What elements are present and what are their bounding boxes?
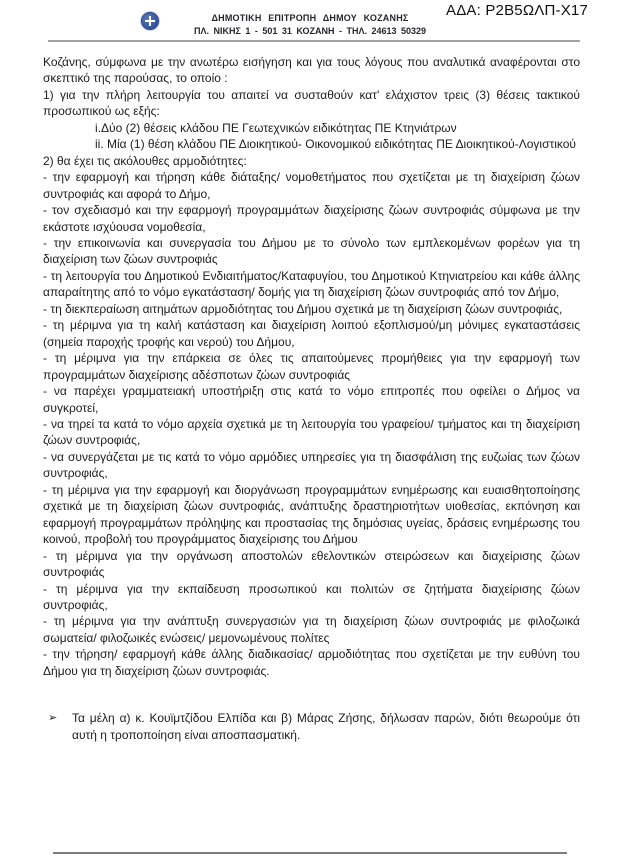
header-divider xyxy=(48,40,580,42)
duty-item: - την επικοινωνία και συνεργασία του Δήμου με το σύνολο των εμπλεκομένων φορέων για τη διαχείριση των ζώων συντροφιάς xyxy=(43,235,580,267)
sub-item-i: i.Δύο (2) θέσεις κλάδου ΠΕ Γεωτεχνικών ειδικότητας ΠΕ Κτηνιάτρων xyxy=(95,120,457,135)
intro-paragraph: Κοζάνης, σύμφωνα με την ανωτέρω εισήγηση και για τους λόγους που αναλυτικά αναφέρονται στο σκεπτικό της παρούσας, το οποίο : xyxy=(43,55,580,86)
duty-item: - την τήρηση/ εφαρμογή κάθε άλλης διαδικασίας/ αρμοδιότητας που σχετίζεται με την ευθύνη του Δήμου για τη διαχείριση ζώων συντροφιάς. xyxy=(43,647,580,678)
duty-item: - τη μέριμνα για τη καλή κατάσταση και διαχείριση λοιπού εξοπλισμού/μη μόνιμες εγκαταστάσεις (σημεία παροχής τροφής και νερού) του Δήμου, xyxy=(43,318,580,349)
duty-item: - τη μέριμνα για την επάρκεια σε όλες τις απαιτούμενες προμήθειες για την εφαρμογή των προγραμμάτων διαχείρισης αδέσποτων ζώων συντροφιάς xyxy=(43,351,580,382)
duty-item: - να παρέχει γραμματειακή υποστήριξη στις κατά το νόμο επιτροπές που οφείλει ο Δήμος να συγκροτεί, xyxy=(43,384,580,415)
org-name: ΔΗΜΟΤΙΚΗ ΕΠΙΤΡΟΠΗ ΔΗΜΟΥ ΚΟΖΑΝΗΣ xyxy=(211,13,409,23)
positions-sublist xyxy=(95,120,580,153)
duty-item: - τη μέριμνα για την οργάνωση αποστολών εθελοντικών στειρώσεων και διαχείρισης ζώων συντροφιάς xyxy=(43,548,580,580)
duty-item: - τη μέριμνα για την εφαρμογή και διοργάνωση προγραμμάτων ενημέρωσης και ευαισθητοποίησης σχετικά με τη διαχείριση ζώων συντροφιάς, ανάπτυξης δραστηριοτήτων υιοθεσίας, εκπόνηση και εφαρμογή προγραμμάτων πρόληψης και προστασίας της δημόσιας υγείας, δράσεις ενημέρωσης του κοινού, προβολή του προγράμματος διαχείρισης του Δήμου xyxy=(43,482,580,547)
dissent-note xyxy=(43,710,580,743)
point-1-paragraph: 1) για την πλήρη λειτουργία του απαιτεί να συσταθούν κατ' ελάχιστον τρεις (3) θέσεις τακτικού προσωπικού ως εξής: xyxy=(43,87,580,119)
duty-item: - τη λειτουργία του Δημοτικού Ενδιαιτήματος/Καταφυγίου, του Δημοτικού Κτηνιατρείου και κάθε άλλης απαραίτητης από το νόμο εγκατάσταση/ δομής για τη διαχείριση ζώων συντροφιάς από τον Δήμο, xyxy=(43,268,580,300)
duty-item: - να τηρεί τα κατά το νόμο αρχεία σχετικά με τη λειτουργία του γραφείου/ τμήματος και τη διαχείριση ζώων συντροφιάς, xyxy=(43,416,580,448)
duty-item: - τη μέριμνα για την εκπαίδευση προσωπικού και πολιτών σε ζητήματα διαχείρισης ζώων συντροφιάς, xyxy=(43,581,580,612)
dissent-note-text: Τα μέλη α) κ. Κουϊμτζίδου Ελπίδα και β) Μάρας Ζήσης, δήλωσαν παρών, διότι θεωρούμε ότι αυτή η τροποποίηση είναι αποσπασματική. xyxy=(72,711,580,742)
org-header xyxy=(185,13,435,36)
duty-item: - τη διεκπεραίωση αιτημάτων αρμοδιότητας του Δήμου σχετικά με τη διαχείριση ζώων συντροφιάς, xyxy=(43,301,563,316)
org-address: ΠΛ. ΝΙΚΗΣ 1 - 501 31 ΚΟΖΑΝΗ - ΤΗΛ. 24613 50329 xyxy=(193,26,427,36)
point-2-paragraph: 2) θα έχει τις ακόλουθες αρμοδιότητες: xyxy=(43,153,247,168)
document-body xyxy=(43,54,580,743)
ada-code: ΑΔΑ: Ρ2Β5ΩΛΠ-Χ17 xyxy=(445,2,588,19)
greek-emblem-icon xyxy=(141,12,159,30)
arrow-bullet-icon: ➢ xyxy=(48,712,58,725)
duty-item: - τον σχεδιασμό και την εφαρμογή προγραμμάτων διαχείρισης ζώων συντροφιάς σύμφωνα με την εκάστοτε ισχύουσα νομοθεσία, xyxy=(43,203,580,234)
duty-item: - να συνεργάζεται με τις κατά το νόμο αρμόδιες υπηρεσίες για τη διασφάλιση της ευζωίας των ζώων συντροφιάς, xyxy=(43,449,580,481)
footer-divider xyxy=(53,852,567,854)
duty-item: - την εφαρμογή και τήρηση κάθε διάταξης/ νομοθετήματος που σχετίζεται με τη διαχείριση ζώων συντροφιάς και αφορά το Δήμο, xyxy=(43,170,580,201)
duty-item: - τη μέριμνα για την ανάπτυξη συνεργασιών για τη διαχείριση ζώων συντροφιάς με φιλοζωικά σωματεία/ φιλοζωικές ενώσεις/ μεμονωμένους πολίτες xyxy=(43,614,580,645)
sub-item-ii: ii. Μία (1) θέση κλάδου ΠΕ Διοικητικού- Οικονομικού ειδικότητας ΠΕ Διοικητικού-Λογιστικού xyxy=(95,137,576,152)
